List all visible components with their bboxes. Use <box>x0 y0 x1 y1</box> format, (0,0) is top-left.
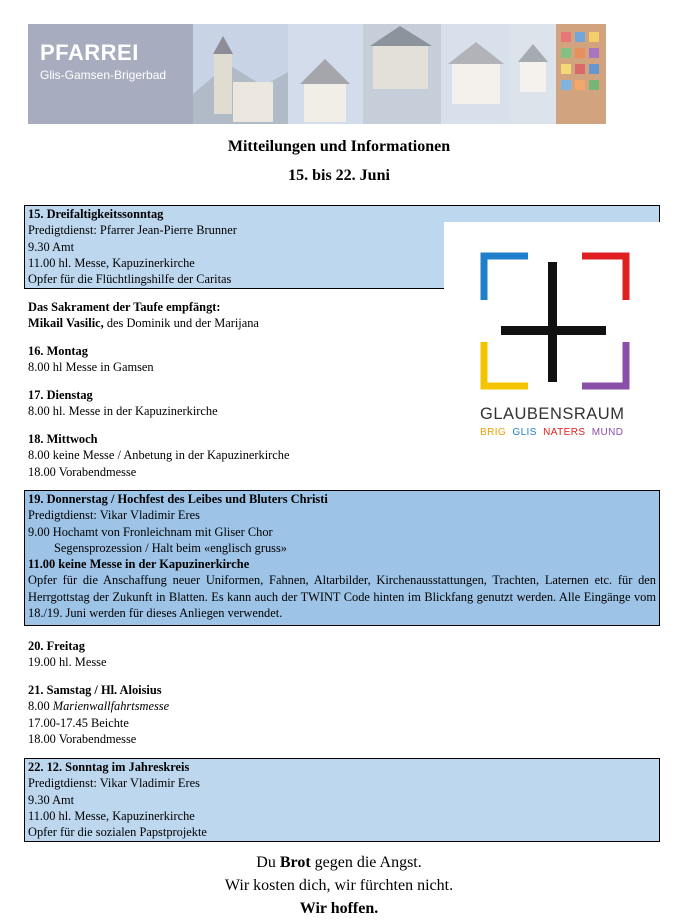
closing-line1-post: gegen die Angst. <box>310 854 422 871</box>
logo-places <box>480 427 623 438</box>
friday-heading: 20. Freitag <box>28 639 85 653</box>
closing-line1-pre: Du <box>256 854 280 871</box>
logo-name: GLAUBENSRAUM <box>480 405 625 423</box>
page-title: Mitteilungen und Informationen <box>227 138 451 155</box>
sunday-22-mass2: 11.00 hl. Messe, Kapuzinerkirche <box>28 808 195 823</box>
baptism-rest: des Dominik und der Marijana <box>103 316 259 331</box>
closing-line3: Wir hoffen. <box>299 900 379 917</box>
saturday-line2: 17.00-17.45 Beichte <box>28 715 129 730</box>
wednesday-line1: 8.00 keine Messe / Anbetung in der Kapuzinerkirche <box>28 448 290 463</box>
baptism-name: Mikail Vasilic, <box>28 316 104 331</box>
parish-title: PFARREI <box>40 40 139 65</box>
logo-place-naters: NATERS <box>543 427 586 438</box>
sunday-22-preacher: Predigtdienst: Vikar Vladimir Eres <box>28 776 200 791</box>
baptism-line <box>28 315 259 331</box>
sunday-15-offering: Opfer für die Flüchtlingshilfe der Caritas <box>28 272 232 287</box>
sunday-15-heading: 15. Dreifaltigkeitssonntag <box>28 207 164 221</box>
closing-line1 <box>0 854 678 872</box>
saturday-line1-time: 8.00 <box>28 699 53 714</box>
sunday-22-heading: 22. 12. Sonntag im Jahreskreis <box>28 760 190 774</box>
saturday-line3: 18.00 Vorabendmesse <box>28 731 137 746</box>
thursday-heading: 19. Donnerstag / Hochfest des Leibes und Bluters Christi <box>28 492 328 506</box>
sunday-15-mass2: 11.00 hl. Messe, Kapuzinerkirche <box>28 255 195 270</box>
monday-section <box>28 343 154 376</box>
monday-heading: 16. Montag <box>28 344 88 358</box>
sunday-15-mass1: 9.30 Amt <box>28 239 75 254</box>
sunday-15-preacher: Predigtdienst: Pfarrer Jean-Pierre Brunner <box>28 223 237 238</box>
monday-line: 8.00 hl Messe in Gamsen <box>28 360 154 375</box>
wednesday-section <box>28 431 290 480</box>
sunday-22-box <box>24 758 660 842</box>
sunday-22-mass1: 9.30 Amt <box>28 792 75 807</box>
thursday-offering: Opfer für die Anschaffung neuer Uniformen, Fahnen, Altarbilder, Kirchenausstattungen, Trachten, Laternen etc. für den Herrgottstag der Zukunft in Blatten. Es kann auch der TWINT Code hinten im Blickfang genutzt werden. Alle Eingänge vom 18./19. Juni werden für dieses Anliegen verwendet. <box>28 573 656 621</box>
friday-line: 19.00 hl. Messe <box>28 655 107 670</box>
wednesday-line2: 18.00 Vorabendmesse <box>28 464 137 479</box>
logo-place-brig: BRIG <box>480 427 507 438</box>
baptism-section <box>28 299 259 332</box>
saturday-line1-mass: Marienwallfahrtsmesse <box>52 699 170 714</box>
thursday-line2: Segensprozession / Halt beim «englisch gruss» <box>54 540 287 555</box>
logo-place-mund: MUND <box>591 427 624 438</box>
parish-header-banner <box>28 24 606 124</box>
thursday-line1: 9.00 Hochamt von Fronleichnam mit Gliser Chor <box>28 524 273 539</box>
tuesday-heading: 17. Dienstag <box>28 388 93 402</box>
thursday-line3: 11.00 keine Messe in der Kapuzinerkirche <box>28 557 250 572</box>
parish-subtitle: Glis-Gamsen-Brigerbad <box>40 68 167 82</box>
baptism-heading: Das Sakrament der Taufe empfängt: <box>28 300 221 314</box>
saturday-heading: 21. Samstag / Hl. Aloisius <box>28 683 162 697</box>
saturday-line1 <box>28 698 169 714</box>
saturday-section <box>28 682 169 747</box>
logo-place-glis: GLIS <box>512 427 537 438</box>
closing-line1-bold: Brot <box>279 854 311 871</box>
friday-section <box>28 638 106 671</box>
sunday-22-offering: Opfer für die sozialen Papstprojekte <box>28 825 207 840</box>
closing-line2: Wir kosten dich, wir fürchten nicht. <box>224 877 454 894</box>
wednesday-heading: 18. Mittwoch <box>28 432 98 446</box>
tuesday-line: 8.00 hl. Messe in der Kapuzinerkirche <box>28 404 218 419</box>
glaubensraum-logo <box>444 222 660 450</box>
page-dates: 15. bis 22. Juni <box>288 167 390 184</box>
tuesday-section <box>28 387 218 420</box>
thursday-preacher: Predigtdienst: Vikar Vladimir Eres <box>28 508 200 523</box>
thursday-box <box>24 490 660 626</box>
